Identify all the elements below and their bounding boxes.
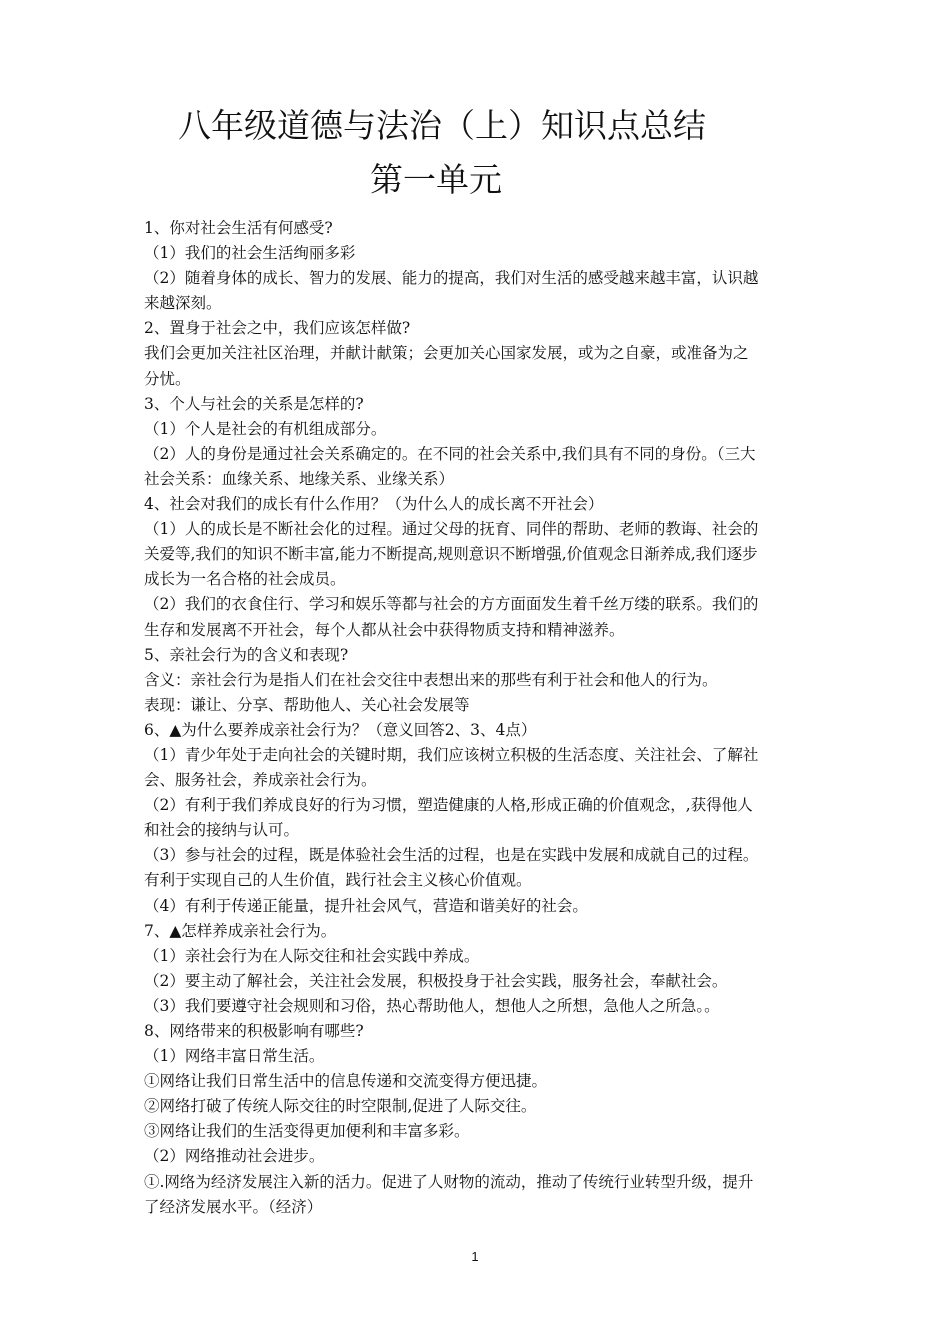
text-line: 有利于实现自己的人生价值，践行社会主义核心价值观。 (144, 871, 532, 890)
text-line: 成长为一名合格的社会成员。 (144, 570, 346, 589)
text-line: ①.网络为经济发展注入新的活力。促进了人财物的流动，推动了传统行业转型升级，提升 (144, 1172, 754, 1191)
text-line: （3）我们要遵守社会规则和习俗，热心帮助他人，想他人之所想，急他人之所急。。 (144, 996, 720, 1015)
text-line: 和社会的接纳与认可。 (144, 821, 300, 840)
text-line: ①网络让我们日常生活中的信息传递和交流变得方便迅捷。 (144, 1072, 548, 1091)
text-line: 关爱等,我们的知识不断丰富,能力不断提高,规则意识不断增强,价值观念日渐养成,我们逐步 (144, 545, 758, 564)
text-line: （2）人的身份是通过社会关系确定的。在不同的社会关系中,我们具有不同的身份。（三大 (144, 444, 756, 463)
text-line: 来越深刻。 (144, 294, 222, 313)
text-line: 5、亲社会行为的含义和表现? (144, 645, 349, 664)
text-line: ②网络打破了传统人际交往的时空限制,促进了人际交往。 (144, 1097, 537, 1116)
text-line: （1）网络丰富日常生活。 (144, 1047, 325, 1066)
text-line: 2、置身于社会之中，我们应该怎样做? (144, 319, 411, 338)
document-body (144, 216, 812, 1220)
text-line: （1）个人是社会的有机组成部分。 (144, 419, 387, 438)
text-line: ③网络让我们的生活变得更加便利和丰富多彩。 (144, 1122, 470, 1141)
text-line: （2）随着身体的成长、智力的发展、能力的提高，我们对生活的感受越来越丰富，认识越 (144, 269, 759, 288)
text-line: （1）人的成长是不断社会化的过程。通过父母的抚育、同伴的帮助、老师的教诲、社会的 (144, 520, 759, 539)
text-line: 分忧。 (144, 369, 191, 388)
text-line: 3、个人与社会的关系是怎样的? (144, 394, 364, 413)
text-line: 7、▲怎样养成亲社会行为。 (144, 921, 337, 940)
text-line: （1）青少年处于走向社会的关键时期，我们应该树立积极的生活态度、关注社会、了解社 (144, 745, 759, 764)
text-line: 8、网络带来的积极影响有哪些? (144, 1022, 364, 1040)
text-line: 我们会更加关注社区治理，并献计献策；会更加关心国家发展，或为之自豪，或准备为之 (144, 344, 749, 363)
text-line: （2）有利于我们养成良好的行为习惯，塑造健康的人格,形成正确的价值观念，,获得他人 (144, 796, 753, 815)
text-line: （1）我们的社会生活绚丽多彩 (144, 244, 356, 263)
text-line: 表现：谦让、分享、帮助他人、关心社会发展等 (144, 695, 470, 714)
text-line: 6、▲为什么要养成亲社会行为？（意义回答2、3、4点） (144, 720, 537, 739)
unit-title: 第一单元 (370, 160, 502, 199)
document-title: 八年级道德与法治（上）知识点总结 (178, 106, 706, 145)
page-number: 1 (471, 1249, 479, 1264)
text-line: 含义：亲社会行为是指人们在社会交往中表想出来的那些有利于社会和他人的行为。 (144, 670, 718, 689)
text-line: （3）参与社会的过程，既是体验社会生活的过程，也是在实践中发展和成就自己的过程。 (144, 846, 759, 865)
text-line: （4）有利于传递正能量，提升社会风气，营造和谐美好的社会。 (144, 896, 588, 915)
text-line: （2）网络推动社会进步。 (144, 1147, 325, 1166)
text-line: （2）要主动了解社会，关注社会发展，积极投身于社会实践，服务社会，奉献社会。 (144, 971, 728, 990)
text-line: 了经济发展水平。（经济） (144, 1197, 323, 1216)
text-line: 会、服务社会，养成亲社会行为。 (144, 771, 377, 790)
text-line: 4、社会对我们的成长有什么作用？（为什么人的成长离不开社会） (144, 495, 604, 514)
text-line: 生存和发展离不开社会，每个人都从社会中获得物质支持和精神滋养。 (144, 620, 625, 639)
text-line: 社会关系：血缘关系、地缘关系、业缘关系） (144, 469, 455, 488)
text-line: （1）亲社会行为在人际交往和社会实践中养成。 (144, 946, 480, 965)
text-line: （2）我们的衣食住行、学习和娱乐等都与社会的方方面面发生着千丝万缕的联系。我们的 (144, 595, 759, 614)
text-line: 1、你对社会生活有何感受? (144, 219, 333, 237)
